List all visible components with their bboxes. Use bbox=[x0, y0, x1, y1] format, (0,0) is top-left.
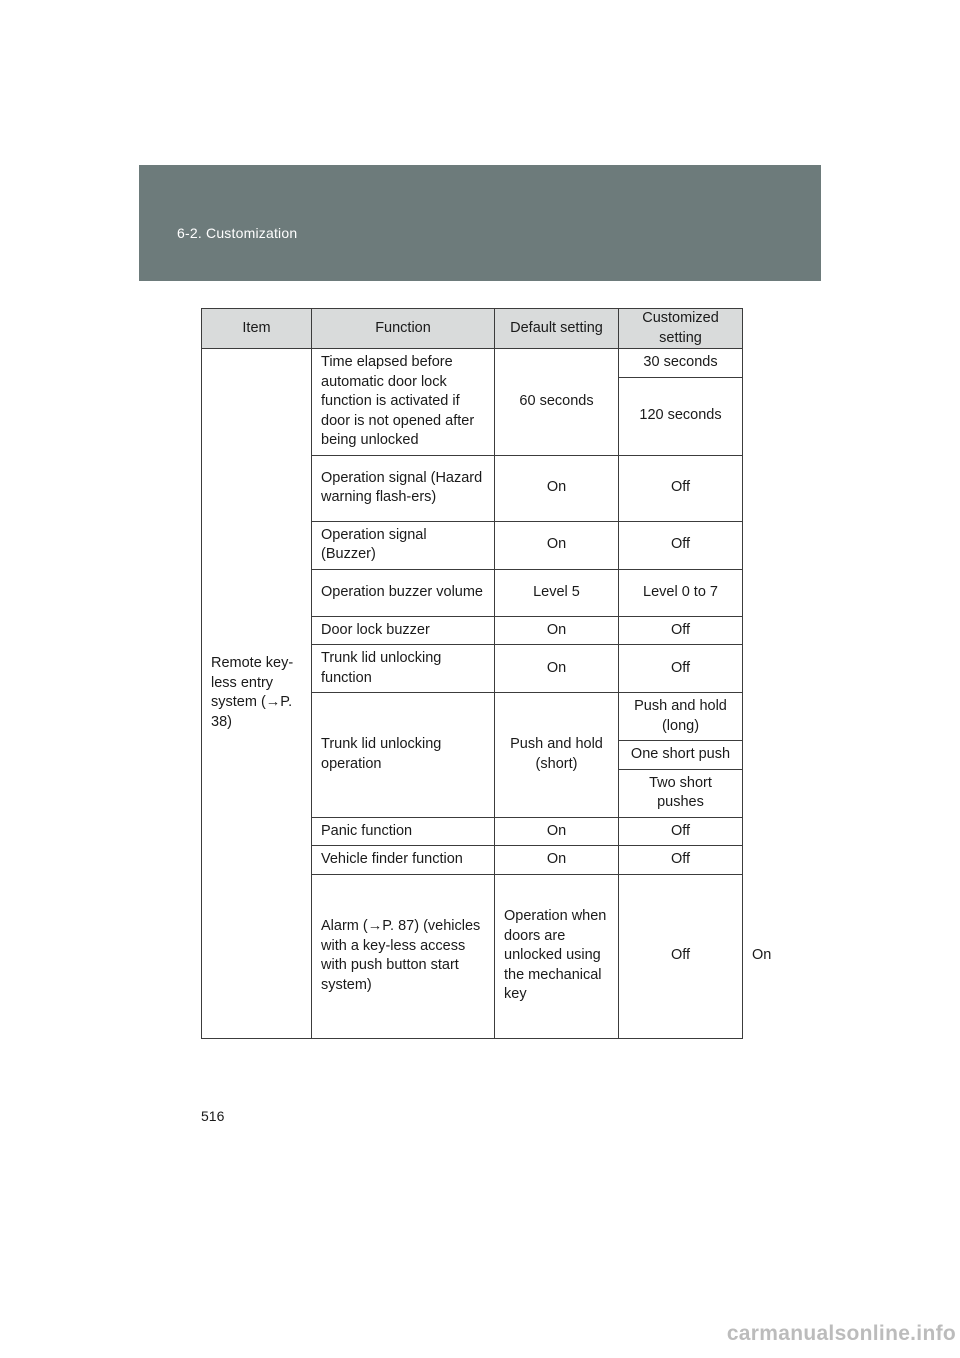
function-cell: Trunk lid unlocking operation bbox=[312, 693, 495, 818]
default-cell: On bbox=[495, 817, 619, 846]
default-cell: 60 seconds bbox=[495, 349, 619, 456]
function-cell: Operation buzzer volume bbox=[312, 569, 495, 616]
page-number: 516 bbox=[201, 1108, 225, 1124]
default-cell: On bbox=[495, 645, 619, 693]
item-cell: Remote key-less entry system (→P. 38) bbox=[202, 349, 312, 1039]
item-cell: Alarm (→P. 87) (vehicles with a key-less access with push button start system) bbox=[312, 874, 495, 1038]
header-band bbox=[139, 165, 821, 281]
custom-cell: Off bbox=[619, 846, 743, 875]
default-cell: Off bbox=[619, 874, 743, 1038]
default-cell: On bbox=[495, 616, 619, 645]
customization-table bbox=[201, 308, 772, 1039]
table-row bbox=[202, 349, 743, 378]
custom-cell: Off bbox=[619, 455, 743, 521]
default-cell: Push and hold (short) bbox=[495, 693, 619, 818]
custom-cell: 30 seconds bbox=[619, 349, 743, 378]
default-cell: On bbox=[495, 521, 619, 569]
function-cell: Door lock buzzer bbox=[312, 616, 495, 645]
function-cell: Operation signal (Hazard warning flash-ers) bbox=[312, 455, 495, 521]
function-cell: Trunk lid unlocking function bbox=[312, 645, 495, 693]
function-cell: Operation signal (Buzzer) bbox=[312, 521, 495, 569]
custom-cell: Level 0 to 7 bbox=[619, 569, 743, 616]
column-header: Function bbox=[312, 309, 495, 349]
custom-cell: One short push bbox=[619, 741, 743, 770]
custom-cell: 120 seconds bbox=[619, 377, 743, 455]
default-cell: Level 5 bbox=[495, 569, 619, 616]
function-cell: Time elapsed before automatic door lock function is activated if door is not opened after being unlocked bbox=[312, 349, 495, 456]
table-row: Alarm (→P. 87) (vehicles with a key-less access with push button start system) Operation when doors are unlocked using the mechanical key Off On bbox=[202, 874, 743, 1038]
default-cell: On bbox=[495, 846, 619, 875]
custom-cell: Off bbox=[619, 521, 743, 569]
custom-cell: Off bbox=[619, 616, 743, 645]
default-cell: On bbox=[495, 455, 619, 521]
custom-cell: Off bbox=[619, 817, 743, 846]
section-title: 6-2. Customization bbox=[177, 225, 298, 241]
table-header-row bbox=[202, 309, 743, 349]
column-header: Customized setting bbox=[619, 309, 743, 349]
column-header: Item bbox=[202, 309, 312, 349]
column-header: Default setting bbox=[495, 309, 619, 349]
custom-cell: Push and hold (long) bbox=[619, 693, 743, 741]
custom-cell: Off bbox=[619, 645, 743, 693]
function-cell: Panic function bbox=[312, 817, 495, 846]
function-cell: Vehicle finder function bbox=[312, 846, 495, 875]
watermark: carmanualsonline.info bbox=[726, 1322, 956, 1345]
custom-cell: Two short pushes bbox=[619, 769, 743, 817]
function-cell: Operation when doors are unlocked using the mechanical key bbox=[495, 874, 619, 1038]
